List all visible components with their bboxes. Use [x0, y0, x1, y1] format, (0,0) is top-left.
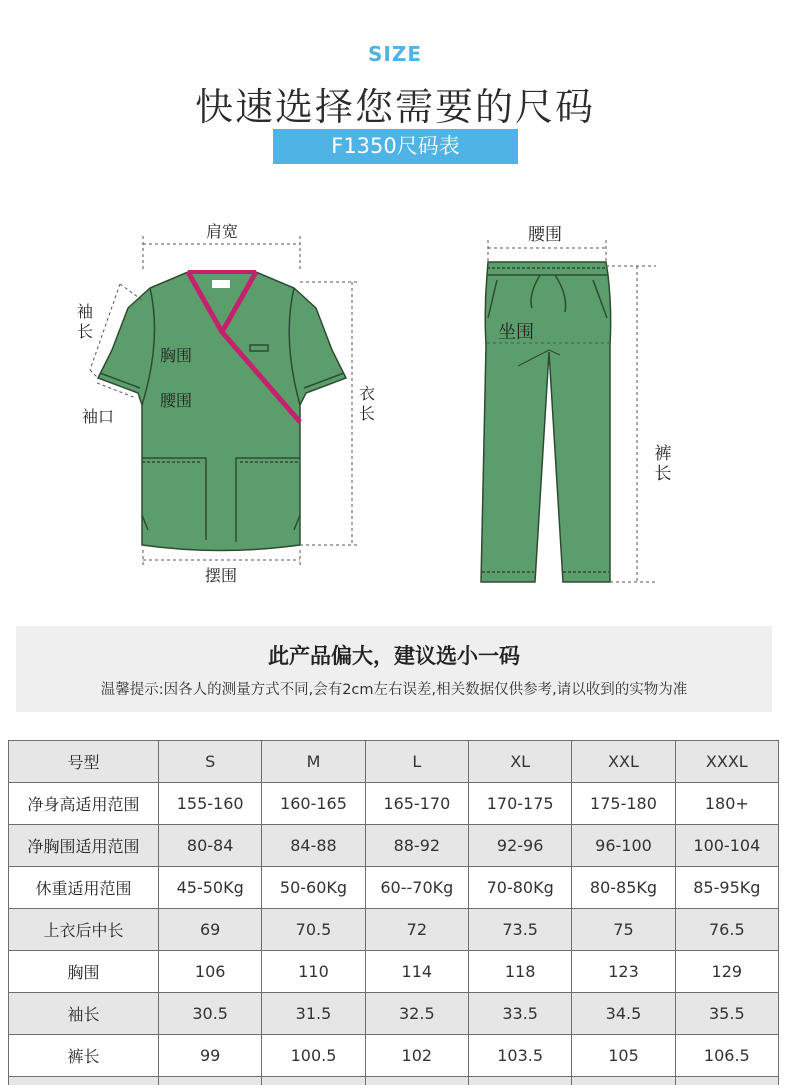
table-cell-empty	[365, 1077, 468, 1085]
table-cell: 69	[159, 909, 262, 951]
pants-length-label: 裤长	[654, 444, 672, 484]
row-label: 净身高适用范围	[9, 783, 159, 825]
size-header: XXXL	[675, 741, 778, 783]
table-cell-empty	[159, 1077, 262, 1085]
table-cell: 160-165	[262, 783, 365, 825]
table-cell: 80-85Kg	[572, 867, 675, 909]
row-label: 净胸围适用范围	[9, 825, 159, 867]
table-cell-empty	[9, 1077, 159, 1085]
table-cell: 70-80Kg	[468, 867, 571, 909]
table-row	[9, 951, 779, 993]
notice-title: 此产品偏大，建议选小一码	[268, 644, 520, 668]
row-label: 上衣后中长	[9, 909, 159, 951]
table-cell: 99	[159, 1035, 262, 1077]
table-cell: 73.5	[468, 909, 571, 951]
pants-garment-shape	[481, 262, 611, 582]
table-cell: 100-104	[675, 825, 778, 867]
notice-box	[16, 626, 772, 712]
table-cell: 88-92	[365, 825, 468, 867]
row-label: 裤长	[9, 1035, 159, 1077]
table-cell: 75	[572, 909, 675, 951]
size-header: S	[159, 741, 262, 783]
page-title: 快速选择您需要的尺码	[194, 85, 595, 129]
table-cell: 35.5	[675, 993, 778, 1035]
table-cell: 60--70Kg	[365, 867, 468, 909]
size-header: L	[365, 741, 468, 783]
table-cell: 106	[159, 951, 262, 993]
table-row	[9, 909, 779, 951]
size-header: M	[262, 741, 365, 783]
table-cell-empty	[572, 1077, 675, 1085]
table-cell: 92-96	[468, 825, 571, 867]
table-cell: 100.5	[262, 1035, 365, 1077]
table-cell: 31.5	[262, 993, 365, 1035]
sleeve-length-label: 袖长	[76, 302, 93, 341]
row-label: 休重适用范围	[9, 867, 159, 909]
table-row	[9, 867, 779, 909]
table-cell: 30.5	[159, 993, 262, 1035]
table-cell-empty	[675, 1077, 778, 1085]
table-cell: 106.5	[675, 1035, 778, 1077]
table-cell: 180+	[675, 783, 778, 825]
top-garment-shape	[98, 272, 346, 551]
table-header-label: 号型	[9, 741, 159, 783]
table-cell: 123	[572, 951, 675, 993]
notice-subtitle: 温馨提示:因各人的测量方式不同,会有2cm左右误差,相关数据仅供参考,请以收到的实物为准	[100, 682, 688, 698]
hip-label: 坐围	[498, 322, 534, 343]
table-cell: 70.5	[262, 909, 365, 951]
size-header: XL	[468, 741, 571, 783]
table-cell-empty	[468, 1077, 571, 1085]
table-cell: 33.5	[468, 993, 571, 1035]
table-cell: 118	[468, 951, 571, 993]
table-cell: 155-160	[159, 783, 262, 825]
hem-label: 摆围	[205, 566, 238, 585]
table-row	[9, 993, 779, 1035]
table-cell: 85-95Kg	[675, 867, 778, 909]
table-row	[9, 825, 779, 867]
table-cell: 84-88	[262, 825, 365, 867]
table-cell-empty	[262, 1077, 365, 1085]
waist-label-top: 腰围	[160, 391, 193, 410]
size-header: XXL	[572, 741, 675, 783]
size-chart-badge: F1350尺码表	[273, 129, 518, 164]
shoulder-width-label: 肩宽	[206, 222, 239, 241]
table-cell: 114	[365, 951, 468, 993]
table-row-cutoff	[9, 1077, 779, 1085]
row-label: 袖长	[9, 993, 159, 1035]
pants-waist-label: 腰围	[528, 225, 562, 245]
table-row	[9, 1035, 779, 1077]
table-cell: 105	[572, 1035, 675, 1077]
table-cell: 165-170	[365, 783, 468, 825]
table-cell: 72	[365, 909, 468, 951]
table-cell: 96-100	[572, 825, 675, 867]
garment-illustration	[0, 200, 790, 600]
table-cell: 170-175	[468, 783, 571, 825]
table-cell: 76.5	[675, 909, 778, 951]
table-cell: 129	[675, 951, 778, 993]
table-cell: 50-60Kg	[262, 867, 365, 909]
table-cell: 32.5	[365, 993, 468, 1035]
table-cell: 34.5	[572, 993, 675, 1035]
table-row	[9, 783, 779, 825]
table-cell: 110	[262, 951, 365, 993]
row-label: 胸围	[9, 951, 159, 993]
chest-label: 胸围	[160, 346, 193, 365]
table-cell: 45-50Kg	[159, 867, 262, 909]
garment-diagram	[0, 200, 790, 600]
table-cell: 103.5	[468, 1035, 571, 1077]
table-cell: 80-84	[159, 825, 262, 867]
table-header-row	[9, 741, 779, 783]
size-table	[8, 740, 779, 1085]
size-label: SIZE	[367, 42, 422, 66]
top-length-label: 衣长	[358, 384, 375, 423]
cuff-label: 袖口	[82, 407, 115, 426]
table-cell: 102	[365, 1035, 468, 1077]
table-cell: 175-180	[572, 783, 675, 825]
